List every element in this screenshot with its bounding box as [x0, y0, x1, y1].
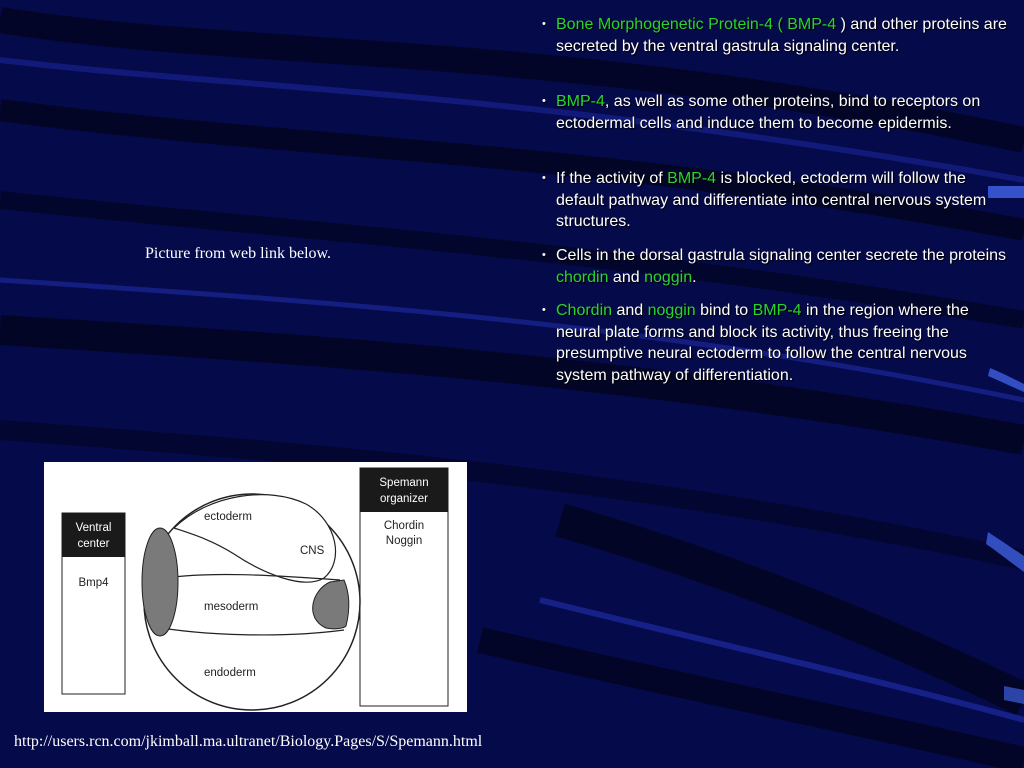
bullet-dot: •: [542, 18, 546, 30]
ventral-center-header: [62, 513, 125, 557]
bullet-text-part: BMP-4: [752, 302, 802, 319]
bullet-dot: •: [542, 172, 546, 184]
source-url[interactable]: http://users.rcn.com/jkimball.ma.ultranet/Biology.Pages/S/Spemann.html: [14, 733, 483, 750]
bullet-text-part: BMP-4: [556, 93, 605, 110]
bullet-text-part: , as well as some other proteins, bind to receptors on ectodermal cells and induce them to become epidermis.: [556, 93, 981, 132]
ventral-signaling-region: [142, 528, 178, 636]
ventral-header-line1: Ventral: [75, 522, 112, 534]
bullet-text-part: ) and other proteins are secreted by the ventral gastrula signaling center.: [556, 16, 1007, 55]
bullet-dot: •: [542, 304, 546, 316]
spemann-body-line1: Chordin: [383, 520, 425, 532]
label-endoderm: endoderm: [204, 667, 256, 679]
bullet-text-part: BMP-4: [787, 16, 837, 33]
bullet-text-part: bind to: [695, 302, 753, 319]
label-mesoderm: mesoderm: [204, 601, 259, 613]
bullet-text-part: and: [612, 302, 648, 319]
bullet-dot: •: [542, 95, 546, 107]
bullet-bmp4-blocked: [542, 168, 1012, 233]
bullet-bmp4-epidermis: [542, 91, 1012, 134]
bullet-text-part: noggin: [647, 302, 696, 319]
bullet-text-part: Bone Morphogenetic Protein-4 (: [556, 16, 788, 33]
picture-caption: Picture from web link below.: [145, 245, 332, 262]
spemann-organizer-header: [360, 468, 448, 512]
label-cns: CNS: [300, 545, 325, 557]
spemann-organizer-diagram: [44, 462, 467, 712]
bullet-text-part: is blocked, ectoderm will follow the default pathway and differentiate into central nervous system structures.: [556, 170, 987, 231]
label-ectoderm: ectoderm: [204, 511, 252, 523]
spemann-header-line2: organizer: [380, 493, 428, 505]
bullet-text-part: If the activity of: [556, 170, 668, 187]
bullet-text-part: .: [692, 268, 697, 286]
spemann-body-line2: Noggin: [385, 535, 423, 547]
bullet-bmp4-secreted: [542, 14, 1012, 57]
bullet-text-part: in the region where the neural plate forms and block its activity, thus freeing the presumptive neural ectoderm to follow the central nervous system pathway of differentiation.: [556, 302, 969, 384]
bullet-text-part: noggin: [644, 268, 693, 286]
bullet-dot: •: [542, 249, 546, 261]
bullet-text-part: chordin: [556, 268, 609, 286]
ventral-body-label: Bmp4: [78, 577, 109, 589]
bullet-text-part: Chordin: [556, 302, 613, 319]
spemann-header-line1: Spemann: [379, 477, 429, 489]
bullet-chordin-noggin-secreted: [542, 245, 1012, 288]
bullet-text-part: BMP-4: [667, 170, 717, 187]
bullet-chordin-noggin-bind: [542, 300, 1012, 386]
bullet-text-part: and: [608, 268, 645, 286]
ventral-header-line2: center: [77, 538, 110, 550]
bullet-text-part: Cells in the dorsal gastrula signaling center secrete the proteins: [556, 247, 1007, 264]
